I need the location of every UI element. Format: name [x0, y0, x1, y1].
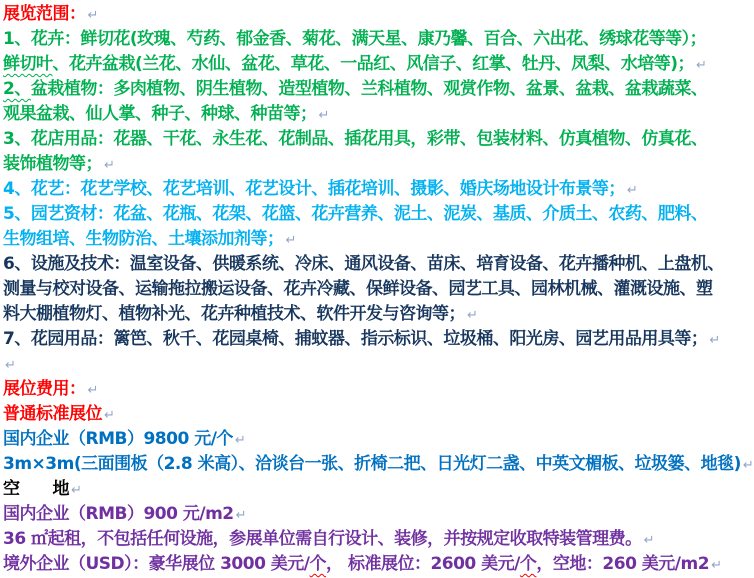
paragraph-mark-icon: ↵	[87, 383, 99, 398]
text-segment: 测量与校对设备、运输拖拉搬运设备、花卉冷藏、保鲜设备、园艺工具、园林机械、灌溉设施、塑	[3, 279, 713, 299]
paragraph-mark-icon: ↵	[235, 508, 247, 523]
subheading-standard-booth	[3, 402, 728, 427]
text-segment: ， 标准展位：2600 美元/	[326, 554, 520, 574]
text-segment: 36 ㎡起租，不包括任何设施，参展单位需自行设计、装修，并按规定收取特装管理费。	[3, 529, 642, 549]
text-segment: 4、花艺：花艺学校、花艺培训、花艺设计、插花培训、摄影、婚庆场地设计布景等；	[3, 179, 625, 199]
fee-domestic-raw-space	[3, 502, 728, 527]
scope-item-6-facilities-line1	[3, 252, 728, 277]
empty-line	[3, 352, 728, 377]
paragraph-mark-icon: ↵	[234, 433, 246, 448]
paragraph-mark-icon: ↵	[104, 158, 115, 173]
paragraph-mark-icon: ↵	[626, 183, 638, 198]
text-segment: 观果盆栽、仙人掌、种子、种球、种苗等；	[3, 104, 317, 124]
text-segment: 6、设施及技术：温室设备、供暖系统、冷床、通风设备、苗床、培育设备、花卉播种机、上盘机、	[3, 254, 724, 274]
scope-item-1-flowers-line1	[3, 27, 728, 52]
text-segment: 普通标准展位	[3, 404, 102, 424]
scope-item-3-florist-supplies-line1	[3, 127, 728, 152]
scope-item-1-flowers-line2	[3, 52, 728, 77]
text-segment: 展位费用：	[3, 379, 86, 399]
heading-booth-fees	[3, 377, 728, 402]
text-segment-green-wavy: 鲜切叶	[3, 54, 53, 74]
scope-item-3-florist-supplies-line2	[3, 152, 728, 177]
text-segment: ，空地：260 美元/m2	[536, 554, 710, 574]
paragraph-mark-icon: ↵	[643, 533, 655, 548]
text-segment: 装饰植物等；	[3, 154, 102, 174]
scope-item-7-garden-products	[3, 327, 728, 352]
paragraph-mark-icon: ↵	[711, 558, 722, 573]
text-segment: 料大棚植物灯、植物补光、花卉种植技术、软件开发与咨询等；	[3, 304, 465, 324]
scope-item-6-facilities-line2	[3, 277, 728, 302]
scope-item-4-floral-art	[3, 177, 728, 202]
text-segment: 展览范围：	[3, 4, 86, 24]
label-raw-space	[3, 477, 728, 502]
paragraph-mark-icon: ↵	[467, 308, 478, 323]
raw-space-note	[3, 527, 728, 552]
text-segment: 空 地	[3, 479, 69, 499]
text-segment-red-wavy: 个	[309, 554, 327, 574]
text-segment: 3、花店用品：花器、干花、永生花、花制品、插花用具，彩带、包装材料、仿真植物、仿真花、	[3, 129, 708, 149]
fee-domestic-standard-booth	[3, 427, 728, 452]
scope-item-2-potted-plants-line2	[3, 102, 728, 127]
text-segment: 国内企业（RMB）9800 元/个	[3, 429, 233, 449]
text-segment: 盆栽植物：多肉植物、阴生植物、造型植物、兰科植物、观赏作物、盆景、盆栽、盆栽蔬菜、	[30, 79, 708, 99]
text-segment: 3m×3m(三面围板（2.8 米高）、洽谈台一张、折椅二把、日光灯二盏、中英文楣板、垃圾篓、地毯)	[3, 454, 741, 474]
text-segment: 境外企业（USD）：豪华展位 3000 美元/	[3, 554, 310, 574]
paragraph-mark-icon: ↵	[318, 108, 330, 123]
booth-spec-details	[3, 452, 754, 477]
fee-overseas	[3, 552, 728, 577]
scope-item-5-gardening-materials-line2	[3, 227, 728, 252]
paragraph-mark-icon: ↵	[87, 8, 99, 23]
heading-exhibition-scope	[3, 2, 728, 27]
text-segment-green-wavy: 2、	[3, 79, 31, 99]
text-segment: 5、园艺资材：花盆、花瓶、花架、花篮、花卉营养、泥土、泥炭、基质、介质土、农药、肥料、	[3, 204, 708, 224]
text-segment-red-wavy: 个	[519, 554, 537, 574]
text-segment: 国内企业（RMB）900 元/m2	[3, 504, 234, 524]
text-segment: 、花卉盆栽(兰花、水仙、盆花、草花、一品红、风信子、红掌、牡丹、凤梨、水培等)；	[52, 54, 695, 74]
scope-item-2-potted-plants-line1	[3, 77, 728, 102]
paragraph-mark-icon: ↵	[104, 408, 115, 423]
paragraph-mark-icon: ↵	[71, 483, 82, 498]
paragraph-mark-icon: ↵	[696, 58, 707, 73]
paragraph-mark-icon: ↵	[709, 333, 721, 348]
paragraph-mark-icon: ↵	[5, 358, 16, 373]
text-segment: 7、花园用品：篱笆、秋千、花园桌椅、捕蚊器、指示标识、垃圾桶、阳光房、园艺用品用具等；	[3, 329, 708, 349]
paragraph-mark-icon: ↵	[285, 233, 297, 248]
paragraph-mark-icon: ↵	[742, 458, 754, 473]
scope-item-5-gardening-materials-line1	[3, 202, 728, 227]
scope-item-6-facilities-line3	[3, 302, 728, 327]
text-segment: 生物组培、生物防治、土壤添加剂等；	[3, 229, 284, 249]
text-segment: 1、花卉：鲜切花(玫瑰、芍药、郁金香、菊花、满天星、康乃馨、百合、六出花、绣球花等等）；	[3, 29, 707, 49]
